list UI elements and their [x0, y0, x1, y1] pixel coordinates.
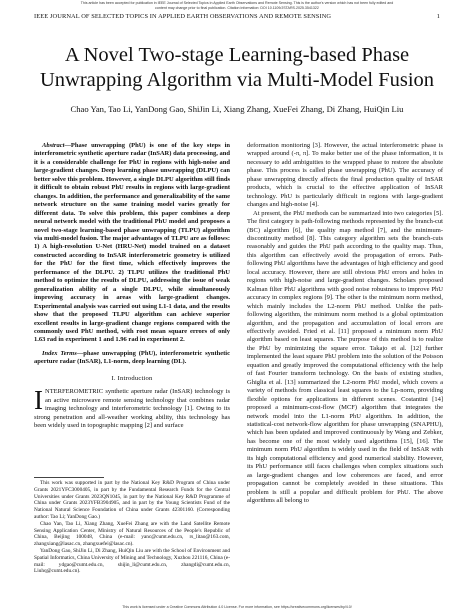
footnote-affiliation-2: YanDong Gao, ShiJin Li, Di Zhang, HuiQin Liu are with the School of Environment and Spatial Informatics, China University of Mining and Technology, Xuzhou 221116, China (e-mail: ydgao@cumt.edu.cn, shijin_li@cumt.edu.cn, zhangdi@cumt.edu.cn, Liuhq@cumt.edu.cn). — [34, 547, 230, 575]
body-paragraph: At present, the PhU methods can be summarized into two categories [5]. The first category is path-following methods represented by the branch-cut (BC) algorithm [6], the quality map method [7], and the minimum-discontinuity method [8]. This category algorithm sets the branch-cuts reasonably and guides the PhU path according to the quality map. Thus, this algorithm can effectively avoid the propagation of errors. Path-following PhU algorithms have the advantages of high efficiency and good local accuracy. However, there are still obvious PhU errors and holes in regions with high-noise and large-gradient changes. Scholars proposed Kalman filter PhU algorithms with good noise robustness to improve PhU accuracy in complex regions [9]. The other is the minimum norm method, which mainly includes the L2-norm PhU method. Unlike the path-following algorithm, the minimum norm method is a global optimization algorithm, and the propagation and accumulation of local errors are effectively avoided. Fried et al. [11] proposed a minimum norm PhU algorithm based on least squares. The purpose of this method is to realize the PhU by minimizing the square error. Takajo et al. [12] further implemented the least square PhU problem into the solution of the Poisson equation and greatly improved the computational efficiency with the help of fast Fourier transform technology. On the basis of existing studies, Ghiglia et al. [13] summarized the L2-norm PhU model, which covers a variety of methods from classical least squares to the Lp-norm, providing flexible options for applications in different scenes. Costantini [14] proposed a minimum-cost-flow (MCF) algorithm that integrates the network model into the L1-norm PhU algorithm. In addition, the statistical-cost network-flow algorithm for phase unwrapping (SNAPHU), which has been updated and improved continuously by Wang and Zebker, has become one of the most widely used algorithms [15], [16]. The minimum norm PhU algorithm is widely used in the field of InSAR with its high computational efficiency and good numerical stability. However, its PhU performance still faces challenges when complex situations such as large-gradient changes and low coherences are faced, and error propagation cannot be completely avoided in these situations. This problem is still a popular and difficult problem for PhU. The above algorithms all belong to — [247, 209, 443, 505]
drop-cap: I — [34, 385, 43, 416]
publication-notice-line2: content may change prior to final publication. Citation information: DOI 10.1109/JSTARS.2025.3541322 — [155, 6, 319, 10]
index-terms — [34, 350, 230, 367]
index-terms-text: —phase unwrapping (PhU), interferometric synthetic aperture radar (InSAR), L1-norm, deep learning (DL). — [34, 349, 230, 366]
abstract-label: Abstract — [42, 142, 65, 149]
publication-notice-line1: This article has been accepted for publication in IEEE Journal of Selected Topics in Applied Earth Observations and Remote Sensing. This is the author's version which has not been fully edited and — [80, 1, 394, 5]
body-paragraph: deformation monitoring [3]. However, the actual interferometric phase is wrapped around (-π, π]. To make better use of the phase information, it is necessary to add ambiguities to the wrapped phase to restore the absolute phase. This process is called phase unwrapping (PhU). The accuracy of phase unwrapping directly affects the final production quality of InSAR products, which is crucial to the effective application of InSAR technology. PhU is particularly difficult in regions with large-gradient changes and high-noise [4]. — [247, 142, 443, 209]
footnote-funding: This work was supported in part by the National Key R&D Program of China under Grants 2021YFC3000405, in part by the Fundamental Research Funds for the Central Universities under Grants 2023QN1045, in part by the National Key R&D Programme of China under Grants 2023YFB3904905, and in part by the Young Scientists Fund of the National Natural Science Foundation of China under Grants 42301160. (Corresponding author: Tao Li; YanDong Gao.) — [34, 480, 230, 520]
footnote-affiliation-1: Chao Yan, Tao Li, Xiang Zhang, XueFei Zhang are with the Land Satellite Remote Sensing Application Center, Ministry of Natural Resources of the People's Republic of China, Beijing 100048, China (e-mail: yanc@cumt.edu.cn, rs_litao@163.com, zhangxiang@lasac.cn, zhangxuefei@lasac.cn). — [34, 520, 230, 548]
introduction-paragraph — [34, 385, 230, 430]
license-footer: This work is licensed under a Creative Commons Attribution 4.0 License. For more information, see https://creativecommons.org/licenses/by/4.0/ — [122, 605, 352, 609]
paper-title — [30, 43, 444, 93]
paper-title-line1: A Novel Two-stage Learning-based Phase — [64, 44, 410, 66]
author-list: Chao Yan, Tao Li, YanDong Gao, ShiJin Li, Xiang Zhang, XueFei Zhang, Di Zhang, HuiQin Liu — [70, 104, 404, 114]
paper-title-line2: Unwrapping Algorithm via Multi-Model Fusion — [39, 69, 435, 91]
journal-name: IEEE JOURNAL OF SELECTED TOPICS IN APPLIED EARTH OBSERVATIONS AND REMOTE SENSING — [34, 13, 332, 20]
footnotes — [34, 480, 230, 575]
abstract — [34, 142, 230, 345]
intro-text: synthetic aperture radar (InSAR) technology is an active microwave remote sensing technology that combines radar imaging technology and interferometric technology [1]. Owing to its strong penetration and all-weather working ability, this technology has been widely used in topographic mapping [2] and surface — [34, 388, 230, 430]
footnote-divider — [34, 477, 104, 478]
publication-notice — [0, 1, 474, 11]
page-number: 1 — [436, 13, 440, 20]
intro-lead-word: NTERFEROMETRIC — [45, 388, 104, 396]
left-column — [34, 142, 230, 431]
index-terms-label: Index Terms — [42, 349, 77, 357]
section-heading: I. Introduction — [111, 374, 153, 382]
abstract-text: —Phase unwrapping (PhU) is one of the key steps in interferometric synthetic aperture radar (InSAR) data processing, and it is a considerable challenge for PhU in regions with high-noise and large-gradient changes. Deep learning phase unwrapping (DLPU) can better solve this problem. However, a single DLPU algorithm still finds it difficult to obtain robust PhU results in regions with large-gradient changes. In addition, the performance and generalizability of the same network structure on the same training model varies greatly for different data. To solve this problem, this paper combines a deep neural network model with the traditional PhU model and proposes a novel two-stage learning-based phase unwrapping (TLPU) algorithm via multi-model fusion. The major advantages of TLPU are as follows: 1) A high-resolution U-Net (HRU-Net) model trained on a dataset constructed according to InSAR interferometric geometry is utilized for the PhU for the first time, which effectively improves the performance of the DLPU. 2) TLPU utilizes the traditional PhU method to optimize the results of DLPU, addressing the issue of weak generalization ability of a single DLPU, while simultaneously improving accuracy in areas with large-gradient changes. Experimental analysis was carried out using L1-1 data, and the results show that the proposed TLPU algorithm can achieve superior excellent results in large-gradient change regions compared with the commonly used PhU method, with root mean square errors of only 1.63 rad in experiment 1 and 1.96 rad in experiment 2. — [34, 142, 230, 344]
right-column — [247, 142, 443, 505]
running-head — [34, 13, 440, 23]
